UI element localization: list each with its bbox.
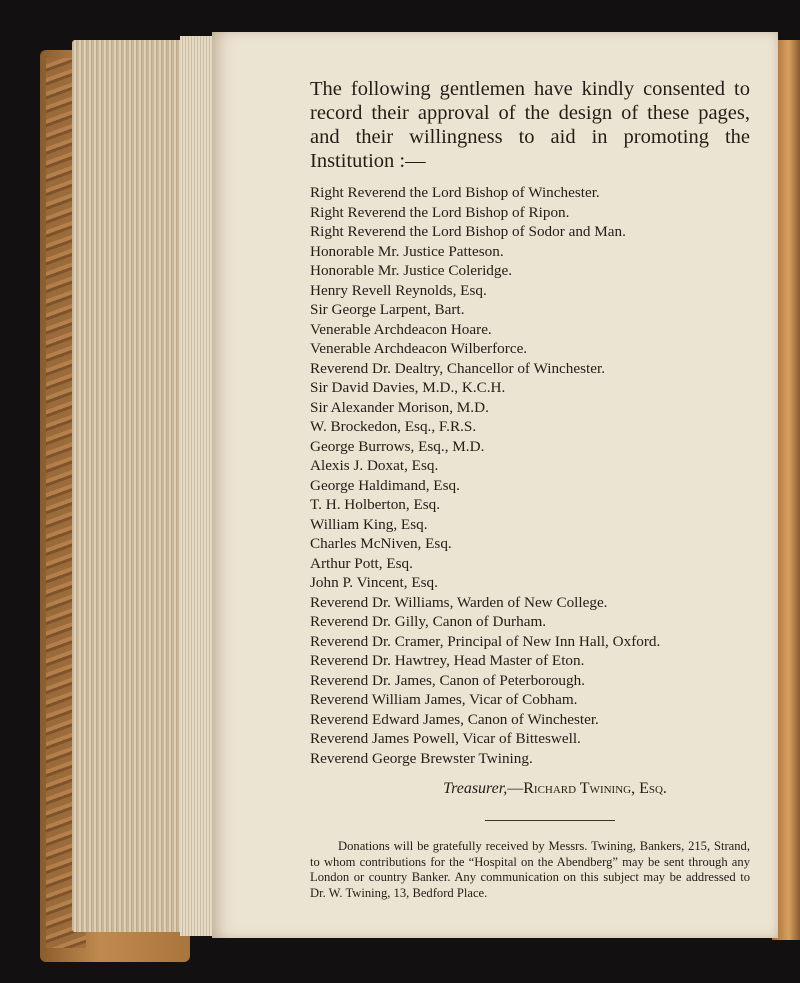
- supporter-entry: Reverend Dr. Cramer, Principal of New Inn Hall, Oxford.: [310, 632, 661, 650]
- supporter-entry: Reverend William James, Vicar of Cobham.: [310, 691, 578, 708]
- footnote-rule: [485, 820, 615, 821]
- treasurer-line: [310, 780, 750, 798]
- supporter-entry: Reverend George Brewster Twining.: [310, 749, 533, 767]
- supporter-entry: Alexis J. Doxat, Esq.: [310, 457, 439, 474]
- supporter-entry: George Burrows, Esq., M.D.: [310, 437, 485, 455]
- supporter-entry: Reverend James Powell, Vicar of Bitteswell.: [310, 730, 581, 747]
- supporter-entry: Venerable Archdeacon Wilberforce.: [310, 340, 528, 357]
- supporter-entry: George Haldimand, Esq.: [310, 476, 460, 494]
- page-content: [310, 77, 750, 901]
- supporter-entry: Reverend Dr. Williams, Warden of New College.: [310, 593, 608, 611]
- supporter-entry: Reverend Dr. Gilly, Canon of Durham.: [310, 613, 547, 630]
- supporter-entry: Right Reverend the Lord Bishop of Sodor and Man.: [310, 223, 626, 240]
- supporter-entry: Venerable Archdeacon Hoare.: [310, 320, 492, 338]
- book-page: [212, 32, 778, 938]
- intro-paragraph: The following gentlemen have kindly consented to record their approval of the design of these pages, and their willingness to aid in promoting the Institution :—: [310, 78, 750, 172]
- supporter-list: [310, 183, 750, 768]
- supporter-entry: Sir George Larpent, Bart.: [310, 301, 465, 318]
- supporter-entry: Honorable Mr. Justice Patteson.: [310, 242, 504, 260]
- supporter-entry: Reverend Edward James, Canon of Winchester.: [310, 710, 599, 728]
- supporter-entry: Honorable Mr. Justice Coleridge.: [310, 262, 513, 279]
- supporter-entry: Reverend Dr. James, Canon of Peterborough.: [310, 671, 585, 689]
- treasurer-label: Treasurer,: [443, 780, 508, 797]
- supporter-entry: John P. Vincent, Esq.: [310, 574, 438, 591]
- supporter-entry: Reverend Dr. Dealtry, Chancellor of Winchester.: [310, 359, 606, 377]
- supporter-entry: Henry Revell Reynolds, Esq.: [310, 281, 487, 299]
- supporter-entry: Reverend Dr. Hawtrey, Head Master of Eton.: [310, 652, 585, 669]
- supporter-entry: William King, Esq.: [310, 515, 428, 533]
- treasurer-name: —Richard Twining, Esq.: [507, 780, 667, 797]
- supporter-entry: Charles McNiven, Esq.: [310, 535, 452, 552]
- supporter-entry: Right Reverend the Lord Bishop of Winchester.: [310, 184, 600, 201]
- supporter-entry: Sir Alexander Morison, M.D.: [310, 398, 489, 416]
- supporter-entry: Arthur Pott, Esq.: [310, 554, 413, 572]
- supporter-entry: Sir David Davies, M.D., K.C.H.: [310, 379, 506, 396]
- supporter-entry: Right Reverend the Lord Bishop of Ripon.: [310, 203, 570, 221]
- supporter-entry: T. H. Holberton, Esq.: [310, 496, 441, 513]
- footnote: Donations will be gratefully received by Messrs. Twining, Bankers, 215, Strand, to whom contributions for the “Hospital on the Abendberg” may be sent through any London or country Banker. Any communication on this subject may be addressed to Dr. W. Twining, 13, Bedford Place.: [310, 839, 750, 900]
- supporter-entry: W. Brockedon, Esq., F.R.S.: [310, 418, 477, 435]
